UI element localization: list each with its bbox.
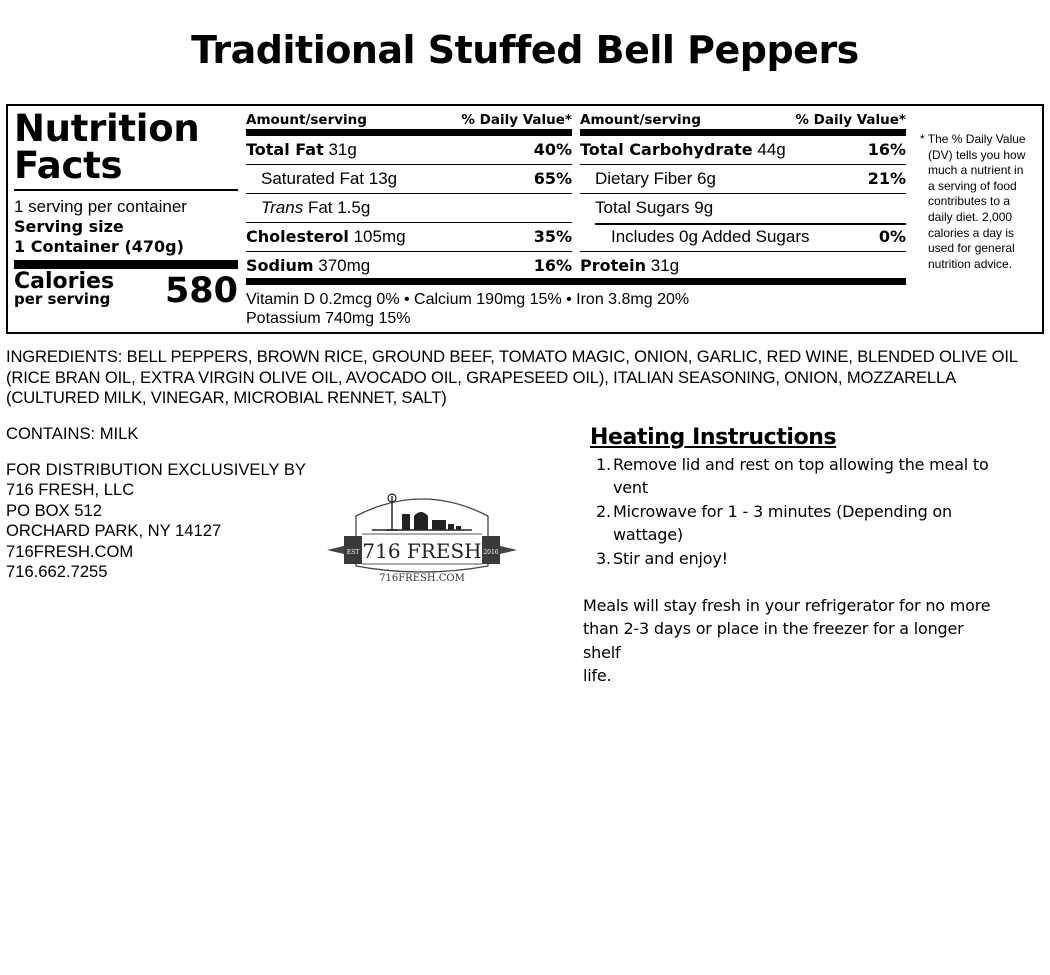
nutrient-row-dietary-fiber: Dietary Fiber 6g 21% bbox=[580, 165, 906, 194]
nutrient-row-total-carbohydrate: Total Carbohydrate 44g 16% bbox=[580, 136, 906, 165]
nutrient-row-saturated-fat: Saturated Fat 13g 65% bbox=[246, 165, 572, 194]
column-header: Amount/serving % Daily Value* bbox=[246, 112, 572, 128]
calories-value: 580 bbox=[164, 271, 238, 311]
heating-title: Heating Instructions bbox=[590, 425, 837, 450]
logo-est: EST bbox=[346, 549, 360, 556]
divider bbox=[580, 129, 906, 136]
logo-name: 716 FRESH bbox=[362, 539, 482, 563]
nutrition-facts-panel bbox=[6, 104, 1044, 334]
potassium-line: Potassium 740mg 15% bbox=[246, 310, 411, 327]
column-header: Amount/serving % Daily Value* bbox=[580, 112, 906, 128]
nutrient-row-protein: Protein 31g bbox=[580, 256, 680, 275]
logo-url: 716FRESH.COM bbox=[379, 573, 465, 584]
heating-step: 2. Microwave for 1 - 3 minutes (Depending on wattage) bbox=[596, 501, 952, 545]
nutrient-row-trans-fat: Trans Fat 1.5g bbox=[246, 194, 572, 223]
ingredients-text: INGREDIENTS: BELL PEPPERS, BROWN RICE, GROUND BEEF, TOMATO MAGIC, ONION, GARLIC, RED WINE, BLENDED OLIVE OIL (RICE BRAN OIL, EXTRA VIRGIN OLIVE OIL, AVOCADO OIL, GRAPESEED OIL), ITALIAN SEASONING, ONION, MOZZARELLA (CULTURED MILK, VINEGAR, MICROBIAL RENNET, SALT) bbox=[6, 347, 1018, 407]
heating-instructions bbox=[590, 424, 1010, 570]
nutrient-row-total-fat: Total Fat 31g 40% bbox=[246, 136, 572, 165]
716-fresh-logo bbox=[322, 488, 522, 588]
nutrient-row-cholesterol: Cholesterol 105mg 35% bbox=[246, 223, 572, 252]
serving-size-label: Serving size bbox=[14, 217, 124, 236]
servings-per-container: 1 serving per container bbox=[14, 197, 187, 216]
serving-size-value: 1 Container (470g) bbox=[14, 237, 184, 256]
nutrient-column-right bbox=[580, 112, 906, 281]
heating-step: 1. Remove lid and rest on top allowing the meal to vent bbox=[596, 455, 989, 498]
nutrition-heading: Nutrition Facts bbox=[14, 107, 200, 187]
logo-year: 2016 bbox=[483, 549, 499, 556]
calories-row bbox=[14, 271, 238, 313]
nutrient-row-added-sugars: Includes 0g Added Sugars 0% bbox=[580, 223, 906, 252]
daily-value-note: * The % Daily Value (DV) tells you how much a nutrient in a serving of food contributes to a daily diet. 2,000 calories a day is used for general nutrition advice. bbox=[920, 132, 1026, 271]
calories-label: Calories bbox=[14, 269, 115, 294]
divider bbox=[246, 278, 906, 285]
divider bbox=[14, 189, 238, 191]
vitamins-line: Vitamin D 0.2mcg 0% • Calcium 190mg 15% • Iron 3.8mg 20% bbox=[246, 291, 690, 308]
nutrient-column-left bbox=[246, 112, 572, 281]
heating-step: 3. Stir and enjoy! bbox=[596, 548, 728, 568]
divider bbox=[14, 260, 238, 269]
divider bbox=[246, 129, 572, 136]
allergen-statement: CONTAINS: MILK bbox=[6, 424, 139, 443]
nutrient-row-total-sugars: Total Sugars 9g bbox=[580, 194, 906, 223]
calories-sub-label: per serving bbox=[14, 290, 111, 308]
nutrition-summary bbox=[14, 107, 238, 313]
heating-steps bbox=[590, 453, 1010, 570]
storage-note: Meals will stay fresh in your refrigerator for no more than 2-3 days or place in the freezer for a longer shelf life. bbox=[583, 596, 991, 686]
distributor-info: FOR DISTRIBUTION EXCLUSIVELY BY 716 FRESH, LLC PO BOX 512 ORCHARD PARK, NY 14127 716FRESH.COM 716.662.7255 bbox=[6, 460, 306, 582]
nutrient-row-sodium: Sodium 370mg 16% bbox=[246, 256, 572, 275]
page-title: Traditional Stuffed Bell Peppers bbox=[191, 28, 859, 72]
